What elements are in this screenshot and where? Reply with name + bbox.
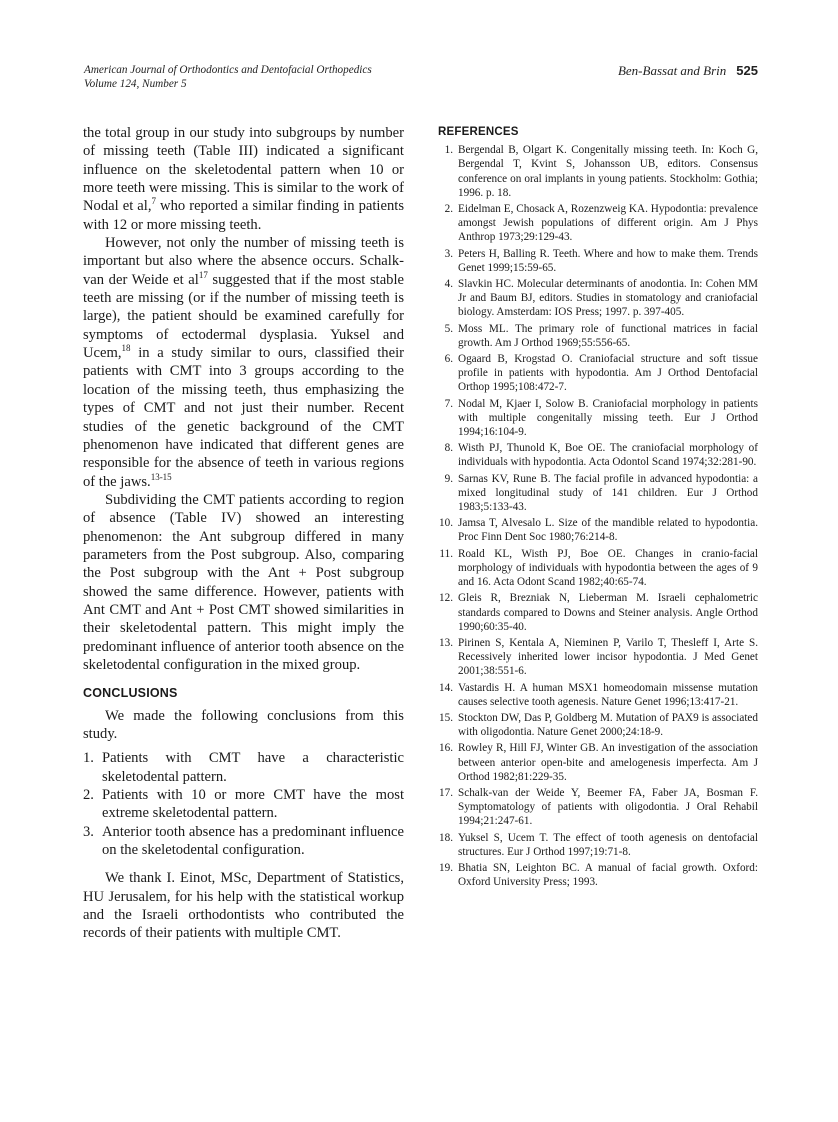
reference-item	[438, 786, 758, 829]
running-header	[84, 64, 758, 91]
reference-item	[438, 352, 758, 395]
ref-number: 9.	[444, 472, 453, 485]
reference-item	[438, 472, 758, 515]
item-number: 1.	[83, 750, 94, 767]
ref-text: Moss ML. The primary role of functional matrices in facial growth. Am J Orthod 1969;55:556-65.	[458, 322, 758, 349]
ref-number: 19.	[439, 861, 453, 874]
ref-number: 11.	[439, 547, 453, 560]
ref-text: Eidelman E, Chosack A, Rozenzweig KA. Hypodontia: prevalence amongst Jewish populations of different origin. Am J Phys Anthrop 1973;29:129-43.	[458, 203, 758, 244]
ref-text: Nodal M, Kjaer I, Solow B. Craniofacial morphology in patients with multiple congenitally missing teeth. Eur J Orthod 1994;16:104-9.	[458, 397, 758, 439]
ref-number: 13.	[439, 636, 453, 649]
right-column	[438, 125, 758, 891]
item-text: Patients with 10 or more CMT have the most extreme skeletodental pattern.	[102, 787, 404, 822]
text-run: in a study similar to ours, classified their patients with CMT into 3 groups according to the location of the missing teeth, thus emphasizing the types of CMT and not just their number. Recent studies of the genetic background of the CMT phenomenon have indicated that different genes are responsible for the absence of teeth in various regions of the jaws.	[83, 345, 404, 490]
ref-text: Ogaard B, Krogstad O. Craniofacial structure and soft tissue profile in patients with hypodontia. Am J Orthod Dentofacial Orthop 1995;108:472-7.	[458, 353, 758, 394]
ref-number: 2.	[444, 203, 453, 216]
citation-link[interactable]: 7	[151, 196, 156, 207]
ref-text: Jamsa T, Alvesalo L. Size of the mandible related to hypodontia. Proc Finn Dent Soc 1980;76:214-8.	[458, 517, 758, 544]
ref-number: 4.	[444, 278, 453, 291]
ref-text: Yuksel S, Ucem T. The effect of tooth agenesis on dentofacial structures. Eur J Orthod 1997;19:71-8.	[458, 831, 758, 858]
acknowledgment: We thank I. Einot, MSc, Department of Statistics, HU Jerusalem, for his help with the statistical workup and the Israeli orthodontists who contributed the records of their patients with multiple CMT.	[83, 870, 404, 942]
reference-item	[438, 591, 758, 634]
reference-item	[438, 247, 758, 275]
ref-text: Roald KL, Wisth PJ, Boe OE. Changes in cranio-facial morphology of individuals with hypodontia between the ages of 9 and 16. Acta Odont Scand 1982;40:65-74.	[458, 547, 758, 589]
reference-item	[438, 143, 758, 200]
text-run: However, not only the number of missing teeth is important but also where the absence occurs. Schalk-van der Weide et al	[83, 235, 404, 288]
ref-text: Bergendal B, Olgart K. Congenitally missing teeth. In: Koch G, Bergendal T, Kvint S, Johansson UB, editors. Consensus conference on oral implants in young patients. Stockholm: Gothia; 1996. p. 18.	[458, 144, 758, 199]
reference-item	[438, 547, 758, 590]
ref-number: 14.	[439, 681, 453, 694]
reference-item	[438, 516, 758, 544]
text-run: suggested that if the most stable teeth are missing (or if the number of missing teeth is large), the patient should be examined carefully for symptoms of ectodermal dysplasia. Yuksel and Ucem,	[83, 271, 404, 362]
ref-number: 12.	[439, 592, 453, 605]
reference-item	[438, 202, 758, 245]
reference-item	[438, 397, 758, 440]
reference-item	[438, 441, 758, 469]
reference-item	[438, 277, 758, 320]
text-run: who reported a similar finding in patients with 12 or more missing teeth.	[83, 198, 404, 233]
ref-number: 18.	[439, 831, 453, 844]
item-text: Patients with CMT have a characteristic skeletodental pattern.	[102, 750, 404, 785]
left-column	[83, 124, 404, 943]
citation-link[interactable]: 18	[121, 343, 131, 354]
item-number: 2.	[83, 787, 94, 804]
reference-item	[438, 711, 758, 739]
reference-item	[438, 681, 758, 709]
ref-number: 10.	[439, 517, 453, 530]
ref-text: Vastardis H. A human MSX1 homeodomain missense mutation causes selective tooth agenesis. Nature Genet 1996;13:417-21.	[458, 681, 758, 708]
ref-number: 16.	[439, 742, 453, 755]
conclusion-item	[83, 786, 404, 823]
ref-number: 1.	[444, 144, 453, 157]
ref-text: Pirinen S, Kentala A, Nieminen P, Varilo T, Thesleff I, Arte S. Recessively inherited lower incisor hypodontia. J Med Genet 2001;38:551-6.	[458, 636, 758, 678]
reference-item	[438, 322, 758, 350]
ref-text: Sarnas KV, Rune B. The facial profile in advanced hypodontia: a mixed longitudinal study of 141 children. Eur J Orthod 1983;5:133-43.	[458, 472, 758, 514]
ref-number: 8.	[444, 442, 453, 455]
ref-text: Schalk-van der Weide Y, Beemer FA, Faber JA, Bosman F. Symptomatology of patients with oligodontia. J Oral Rehabil 1994;21:247-61.	[458, 786, 758, 828]
item-number: 3.	[83, 823, 94, 840]
conclusions-intro: We made the following conclusions from this study.	[83, 707, 404, 742]
ref-number: 3.	[444, 247, 453, 260]
ref-number: 7.	[444, 397, 453, 410]
ref-number: 15.	[439, 711, 453, 724]
ref-number: 6.	[444, 353, 453, 366]
conclusion-item	[83, 823, 404, 860]
conclusions-list	[83, 749, 404, 859]
conclusion-item	[83, 749, 404, 786]
ref-number: 17.	[439, 786, 453, 799]
reference-item	[438, 861, 758, 889]
journal-volume: Volume 124, Number 5	[84, 77, 187, 90]
ref-text: Wisth PJ, Thunold K, Boe OE. The craniofacial morphology of individuals with hypodontia. Acta Odontol Scand 1974;32:281-90.	[458, 442, 758, 469]
reference-item	[438, 636, 758, 679]
ref-text: Rowley R, Hill FJ, Winter GB. An investigation of the association between anterior open-bite and amelogenesis imperfecta. Am J Orthod 1982;81:229-35.	[458, 742, 758, 783]
citation-link[interactable]: 13-15	[150, 471, 172, 482]
text-run: the total group in our study into subgroups by number of missing teeth (Table III) indicated a significant influence on the skeletodental pattern when 10 or more teeth were missing. This is similar to the work of Nodal et al,	[83, 125, 404, 215]
ref-text: Gleis R, Brezniak N, Lieberman M. Israeli cephalometric standards compared to Downs and Steiner analysis. Angle Orthod 1990;60:35-40.	[458, 592, 758, 633]
item-text: Anterior tooth absence has a predominant influence on the skeletodental configuration.	[102, 823, 404, 859]
reference-list	[438, 143, 758, 889]
ref-text: Peters H, Balling R. Teeth. Where and how to make them. Trends Genet 1999;15:59-65.	[458, 247, 758, 274]
ref-number: 5.	[444, 322, 453, 335]
citation-link[interactable]: 17	[198, 269, 208, 280]
ref-text: Stockton DW, Das P, Goldberg M. Mutation of PAX9 is associated with oligodontia. Nature Genet 2000;24:18-9.	[458, 711, 758, 739]
journal-title: American Journal of Orthodontics and Dentofacial Orthopedics	[84, 64, 372, 76]
conclusions-heading: CONCLUSIONS	[83, 686, 178, 701]
body-paragraph	[83, 124, 404, 234]
references-heading: REFERENCES	[438, 126, 519, 138]
reference-item	[438, 831, 758, 859]
reference-item	[438, 741, 758, 784]
ref-text: Slavkin HC. Molecular determinants of anodontia. In: Cohen MM Jr and Baum BJ, editors. Studies in stomatology and craniofacial biology. Amsterdam: IOS Press; 1997. p. 397-405.	[458, 278, 758, 319]
author-names: Ben-Bassat and Brin	[617, 63, 727, 78]
body-paragraph	[83, 234, 404, 491]
body-paragraph: Subdividing the CMT patients according to region of absence (Table IV) showed an interesting phenomenon: the Ant subgroup differed in many parameters from the Post subgroup. Also, comparing the Post subgroup with the Ant + Post subgroup showed the same difference. However, patients with Ant CMT and Ant + Post CMT showed similarities in their skeletodental pattern. This might imply the predominant influence of anterior tooth absence on the skeletodental configuration in the mixed group.	[83, 491, 404, 673]
header-right	[618, 64, 758, 78]
ref-text: Bhatia SN, Leighton BC. A manual of facial growth. Oxford: Oxford University Press; 1993.	[458, 861, 758, 889]
page-number: 525	[736, 63, 758, 78]
